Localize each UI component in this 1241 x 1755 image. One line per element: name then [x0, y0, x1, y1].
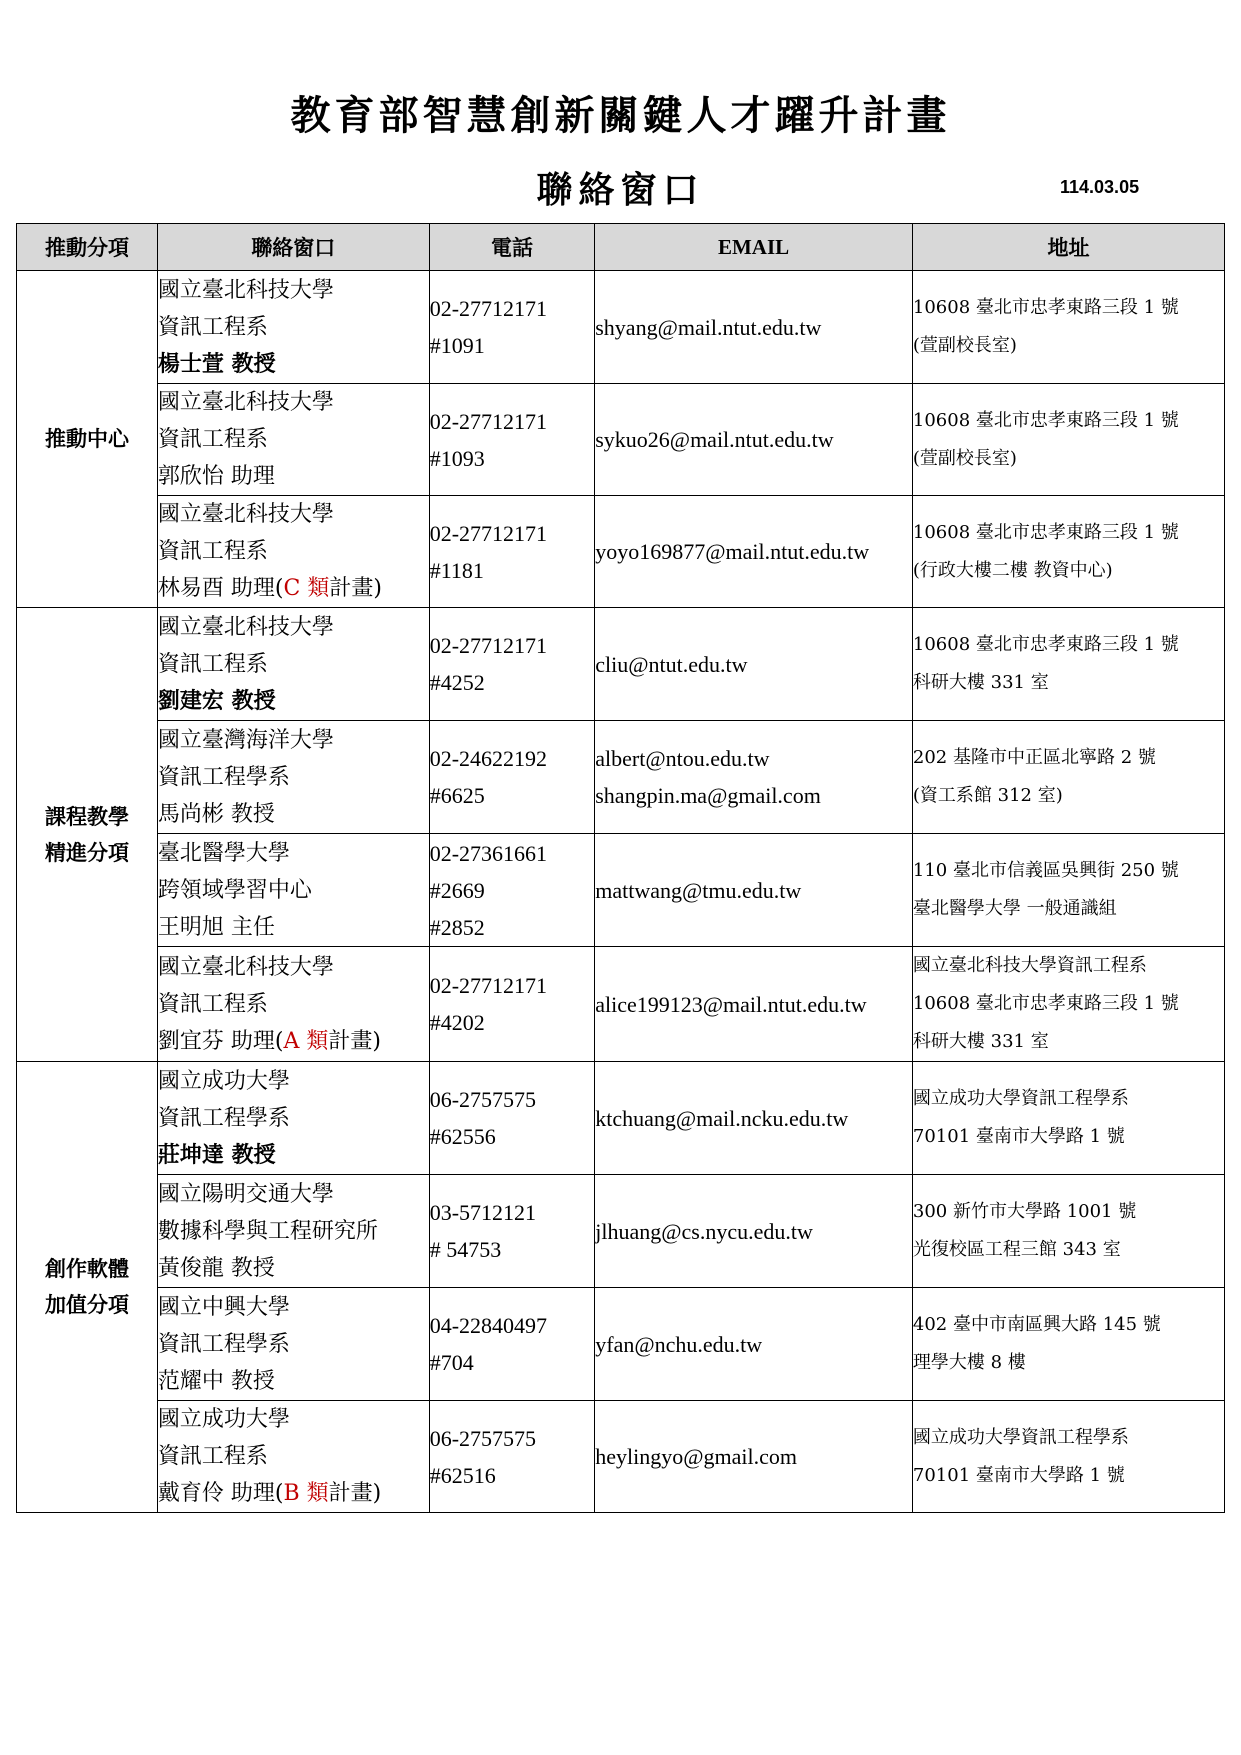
phone-line: #1093	[429, 445, 485, 471]
plan-type-tag: A 類	[283, 1028, 329, 1054]
phone-line: 02-27712171	[429, 408, 548, 434]
phone-line: #1091	[429, 333, 485, 358]
email-cell	[595, 947, 913, 1062]
address-cell	[912, 1062, 1224, 1175]
contact-organization: 國立成功大學	[157, 1407, 290, 1432]
address-cell	[912, 608, 1224, 721]
phone-line: #4202	[429, 1010, 485, 1035]
group-label-line: 課程教學	[44, 803, 129, 829]
group-label-line: 精進分項	[44, 839, 129, 865]
email-cell	[595, 271, 913, 384]
contact-cell	[157, 608, 429, 721]
email-address[interactable]: alice199123@mail.ntut.edu.tw	[595, 991, 867, 1017]
address-line: 國立臺北科技大學資訊工程系	[912, 955, 1147, 976]
table-row	[17, 1175, 1225, 1288]
phone-cell	[429, 947, 595, 1062]
phone-cell	[429, 1175, 595, 1288]
phone-line: #704	[429, 1350, 474, 1375]
phone-cell	[429, 1288, 595, 1401]
contact-department: 跨領域學習中心	[157, 877, 312, 903]
address-line: 10608 臺北市忠孝東路三段 1 號	[912, 634, 1179, 655]
table-row	[17, 721, 1225, 834]
contact-cell	[157, 721, 429, 834]
contact-department: 資訊工程系	[157, 314, 268, 340]
address-line: 臺北醫學大學 一般通識組	[912, 898, 1117, 919]
contact-department: 數據科學與工程研究所	[157, 1218, 378, 1244]
contact-department: 資訊工程學系	[157, 764, 290, 790]
contact-organization: 國立臺灣海洋大學	[157, 727, 334, 753]
group-label-cell	[17, 608, 158, 1062]
table-row	[17, 384, 1225, 496]
address-line: 110 臺北市信義區吳興街 250 號	[912, 860, 1179, 881]
address-line: (行政大樓二樓 教資中心)	[912, 559, 1113, 581]
address-line: 300 新竹市大學路 1001 號	[912, 1201, 1137, 1222]
group-label-cell	[17, 1062, 158, 1513]
address-line: (萱副校長室)	[912, 447, 1017, 469]
phone-line: 02-27712171	[429, 296, 548, 321]
table-row	[17, 834, 1225, 947]
contact-cell	[157, 1288, 429, 1401]
contact-organization: 國立中興大學	[157, 1294, 290, 1320]
page-subtitle: 聯絡窗口	[536, 169, 705, 211]
contact-cell	[157, 1062, 429, 1175]
phone-line: #2669	[429, 877, 485, 903]
email-cell	[595, 1401, 913, 1513]
contact-department: 資訊工程系	[157, 1444, 268, 1469]
phone-line: #62516	[429, 1462, 496, 1488]
contact-cell	[157, 947, 429, 1062]
address-cell	[912, 834, 1224, 947]
contact-cell	[157, 271, 429, 384]
phone-line: #6625	[429, 783, 485, 808]
contact-name-line	[158, 1250, 429, 1287]
email-cell	[595, 496, 913, 608]
email-address[interactable]: yoyo169877@mail.ntut.edu.tw	[595, 539, 870, 564]
phone-cell	[429, 721, 595, 834]
page-title: 教育部智慧創新關鍵人才躍升計畫	[290, 92, 951, 139]
address-line: 國立成功大學資訊工程學系	[912, 1088, 1129, 1109]
address-cell	[912, 1288, 1224, 1401]
contact-organization: 國立陽明交通大學	[157, 1181, 334, 1207]
contact-cell	[157, 1175, 429, 1288]
email-cell	[595, 1175, 913, 1288]
header-contact: 聯絡窗口	[157, 224, 429, 271]
group-label-line: 推動中心	[44, 426, 129, 451]
email-cell	[595, 1288, 913, 1401]
address-line: (資工系館 312 室)	[912, 785, 1063, 806]
phone-cell	[429, 608, 595, 721]
contact-name: 林易酉 助理(	[157, 576, 284, 601]
phone-line: 02-24622192	[429, 746, 548, 771]
address-line: 202 基隆市中正區北寧路 2 號	[912, 747, 1156, 768]
phone-line: 02-27712171	[429, 520, 548, 546]
address-line: 科研大樓 331 室	[912, 672, 1049, 693]
header-address: 地址	[912, 224, 1224, 271]
plan-type-tail: 計畫)	[329, 576, 382, 601]
contact-organization: 國立臺北科技大學	[157, 954, 334, 980]
group-label-line: 加值分項	[44, 1292, 129, 1317]
contact-name-line	[158, 1363, 429, 1400]
contact-name-line	[158, 458, 429, 495]
phone-cell	[429, 496, 595, 608]
phone-cell	[429, 271, 595, 384]
phone-line: 02-27361661	[429, 840, 548, 866]
phone-line: #1181	[429, 557, 484, 583]
contact-department: 資訊工程系	[157, 651, 268, 677]
table-row	[17, 1288, 1225, 1401]
contact-name-line	[158, 1023, 429, 1060]
phone-line: #4252	[429, 670, 485, 695]
contact-department: 資訊工程學系	[157, 1331, 290, 1357]
email-cell	[595, 834, 913, 947]
header-phone: 電話	[429, 224, 595, 271]
contact-name-line	[158, 1475, 429, 1512]
contact-name-line	[158, 909, 429, 946]
email-cell	[595, 384, 913, 496]
email-address[interactable]: ktchuang@mail.ncku.edu.tw	[595, 1105, 849, 1131]
address-cell	[912, 721, 1224, 834]
table-header-row	[17, 224, 1225, 271]
contact-name: 楊士萱 教授	[157, 350, 276, 377]
contact-name: 馬尚彬 教授	[157, 801, 275, 827]
document-date: 114.03.05	[1060, 177, 1140, 197]
phone-line: #2852	[429, 914, 485, 940]
table-row	[17, 496, 1225, 608]
contact-name-line	[158, 346, 429, 383]
contact-cell	[157, 834, 429, 947]
email-cell	[595, 1062, 913, 1175]
address-cell	[912, 384, 1224, 496]
email-address[interactable]: jlhuang@cs.nycu.edu.tw	[595, 1218, 813, 1244]
contact-name-line	[158, 683, 429, 720]
table-row	[17, 1401, 1225, 1513]
group-label-line: 創作軟體	[44, 1256, 129, 1281]
table-row	[17, 1062, 1225, 1175]
contact-organization: 臺北醫學大學	[157, 840, 290, 866]
contact-department: 資訊工程系	[157, 991, 268, 1017]
contact-cell	[157, 1401, 429, 1513]
phone-line: 06-2757575	[429, 1087, 537, 1112]
email-address[interactable]: shangpin.ma@gmail.com	[595, 783, 821, 808]
group-label-cell	[17, 271, 158, 608]
address-line: 10608 臺北市忠孝東路三段 1 號	[912, 297, 1179, 318]
address-cell	[912, 1401, 1224, 1513]
contact-organization: 國立臺北科技大學	[157, 390, 334, 415]
email-cell	[595, 721, 913, 834]
address-cell	[912, 496, 1224, 608]
address-line: 科研大樓 331 室	[912, 1031, 1049, 1052]
address-line: 10608 臺北市忠孝東路三段 1 號	[912, 409, 1179, 431]
contact-name: 劉宜芬 助理(	[157, 1028, 284, 1054]
address-cell	[912, 947, 1224, 1062]
contact-name: 范耀中 教授	[157, 1368, 275, 1394]
table-row	[17, 947, 1225, 1062]
address-line: 理學大樓 8 樓	[912, 1352, 1026, 1373]
plan-type-tail: 計畫)	[328, 1481, 382, 1506]
plan-type-tag: C 類	[283, 576, 330, 601]
contact-name-line	[158, 570, 429, 607]
phone-line: 04-22840497	[429, 1313, 548, 1338]
contact-table	[16, 223, 1225, 1513]
contact-organization: 國立臺北科技大學	[157, 502, 334, 527]
email-address[interactable]: shyang@mail.ntut.edu.tw	[595, 314, 822, 340]
address-line: 國立成功大學資訊工程學系	[912, 1426, 1129, 1448]
contact-organization: 國立臺北科技大學	[157, 614, 334, 640]
address-line: 10608 臺北市忠孝東路三段 1 號	[912, 521, 1179, 543]
email-address[interactable]: heylingyo@gmail.com	[595, 1444, 797, 1469]
contact-department: 資訊工程系	[157, 427, 268, 452]
phone-line: 02-27712171	[429, 633, 548, 658]
address-cell	[912, 271, 1224, 384]
email-address[interactable]: mattwang@tmu.edu.tw	[595, 877, 802, 903]
phone-line: #62556	[429, 1124, 496, 1149]
contact-name-line	[158, 796, 429, 833]
header-email: EMAIL	[595, 224, 913, 271]
address-line: 70101 臺南市大學路 1 號	[912, 1464, 1125, 1486]
contact-department: 資訊工程學系	[157, 1105, 290, 1131]
phone-line: 06-2757575	[429, 1425, 537, 1451]
contact-organization: 國立成功大學	[157, 1068, 290, 1094]
contact-name: 王明旭 主任	[157, 914, 275, 940]
address-line: 70101 臺南市大學路 1 號	[912, 1126, 1125, 1147]
contact-cell	[157, 384, 429, 496]
contact-name-line	[158, 1137, 429, 1174]
email-cell	[595, 608, 913, 721]
contact-name: 黃俊龍 教授	[157, 1255, 275, 1281]
phone-cell	[429, 384, 595, 496]
email-address[interactable]: cliu@ntut.edu.tw	[595, 651, 748, 677]
address-line: 10608 臺北市忠孝東路三段 1 號	[912, 993, 1179, 1014]
address-cell	[912, 1175, 1224, 1288]
phone-cell	[429, 834, 595, 947]
phone-line: 02-27712171	[429, 973, 548, 998]
contact-organization: 國立臺北科技大學	[157, 277, 334, 303]
contact-cell	[157, 496, 429, 608]
plan-type-tag: B 類	[283, 1481, 329, 1506]
header-group: 推動分項	[17, 224, 158, 271]
phone-cell	[429, 1062, 595, 1175]
contact-name: 劉建宏 教授	[157, 687, 276, 714]
email-address[interactable]: sykuo26@mail.ntut.edu.tw	[595, 427, 834, 452]
address-line: 402 臺中市南區興大路 145 號	[912, 1314, 1161, 1335]
phone-line: 03-5712121	[429, 1200, 537, 1225]
email-address[interactable]: yfan@nchu.edu.tw	[595, 1331, 763, 1357]
address-line: 光復校區工程三館 343 室	[912, 1239, 1121, 1260]
contact-name: 戴育伶 助理(	[157, 1481, 284, 1506]
table-row	[17, 271, 1225, 384]
contact-name: 莊坤達 教授	[157, 1141, 276, 1168]
plan-type-tail: 計畫)	[328, 1028, 381, 1054]
table-body	[17, 271, 1225, 1513]
table-row	[17, 608, 1225, 721]
phone-cell	[429, 1401, 595, 1513]
contact-name: 郭欣怡 助理	[157, 464, 275, 489]
phone-line: # 54753	[429, 1237, 502, 1262]
address-line: (萱副校長室)	[912, 335, 1017, 356]
email-address[interactable]: albert@ntou.edu.tw	[595, 746, 770, 771]
contact-department: 資訊工程系	[157, 539, 268, 564]
